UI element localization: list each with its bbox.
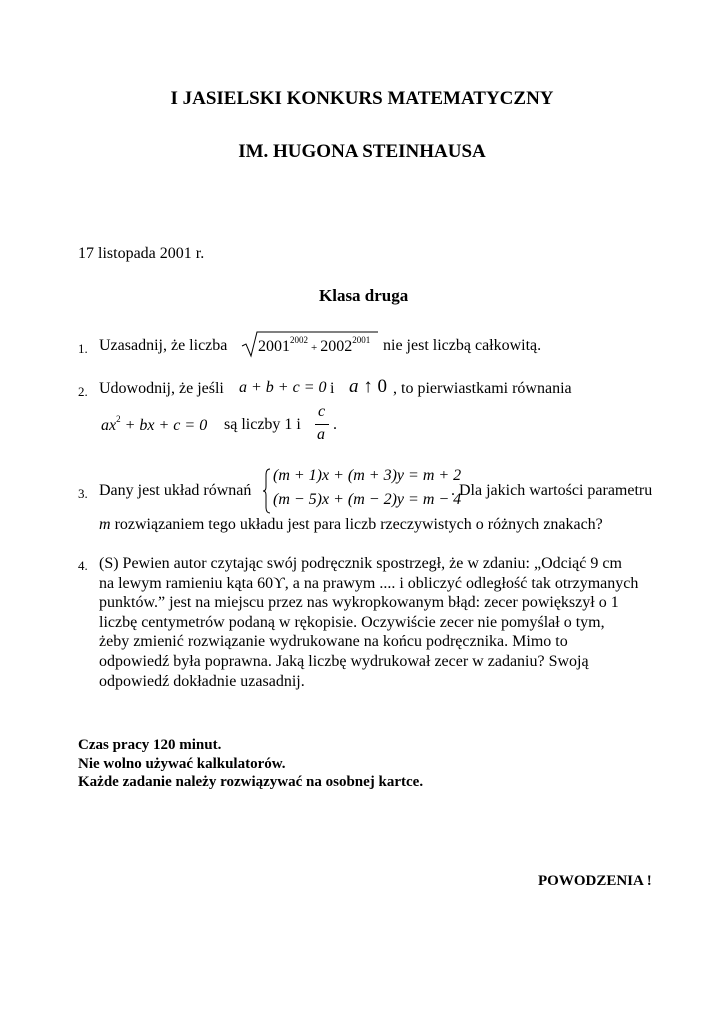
task2-eq-ax: ax: [101, 417, 117, 434]
task4-line: odpowiedź była poprawna. Jaką liczbę wydrukował zecer w zadaniu? Swoją: [99, 652, 589, 670]
task1-expression: [258, 335, 371, 356]
task2-var-a: a: [349, 376, 359, 397]
task3-line2: [99, 516, 603, 534]
task3-text1: Dany jest układ równań: [99, 482, 252, 499]
system-brace: [262, 467, 272, 515]
rule-time: Czas pracy 120 minut.: [78, 737, 222, 753]
task2-number: 2.: [78, 384, 88, 399]
task2-zero: 0: [377, 376, 387, 397]
task2-and: i: [330, 380, 335, 397]
task3-text3: rozwiązaniem tego układu jest para liczb rzeczywistych o różnych znakach?: [114, 516, 603, 533]
task1-plus: +: [311, 342, 318, 354]
title-line-1: I JASIELSKI KONKURS MATEMATYCZNY: [170, 88, 554, 109]
task2-text1: Udowodnij, że jeśli: [99, 380, 224, 397]
rule-separate-sheet: Każde zadanie należy rozwiązywać na osobnej kartce.: [78, 774, 424, 790]
task1-number: 1.: [78, 341, 88, 356]
task2-frac-num: c: [318, 403, 326, 420]
task1-text-before: Uzasadnij, że liczba: [99, 337, 228, 354]
task2-text2: , to pierwiastkami równania: [393, 380, 572, 397]
task2-eq-exp: 2: [116, 414, 121, 424]
task2-eq-rest: + bx + c = 0: [124, 417, 208, 434]
rule-calculators: Nie wolno używać kalkulatorów.: [78, 755, 286, 772]
task2-frac-den: a: [317, 426, 325, 443]
rules-block: [78, 736, 423, 792]
task3-number: 3.: [78, 486, 88, 501]
task1-exp2: 2001: [352, 335, 371, 345]
task1-text-after: nie jest liczbą całkowitą.: [383, 337, 542, 354]
title-line-2: IM. HUGONA STEINHAUSA: [238, 141, 486, 162]
task4-line: (S) Pewien autor czytając swój podręcznik spostrzegł, że w zdaniu: „Odciąć 9 cm: [99, 555, 622, 572]
task3-equation-2: (m − 5)x + (m − 2)y = m − 4: [273, 491, 462, 508]
task2-period: .: [333, 416, 337, 433]
task4-line: na lewym ramieniu kąta 60ϒ, a na prawym .... i obliczyć odległość tak otrzymanych: [99, 574, 639, 592]
task4-body: [99, 554, 638, 691]
task3-equation-1: (m + 1)x + (m + 3)y = m + 2: [273, 467, 462, 484]
fraction-bar: [315, 424, 329, 425]
task4-number: 4.: [78, 558, 88, 573]
closing-text: POWODZENIA !: [538, 873, 652, 889]
task2-equation: [101, 414, 208, 435]
task4-line: punktów.” jest na miejscu przez nas wykropkowanym błąd: zecer powiększył o 1: [99, 594, 619, 612]
task4-line: żeby zmienić rozwiązanie wydrukowane na końcu podręcznika. Mimo to: [99, 633, 568, 651]
task1-base2: 2002: [320, 338, 353, 355]
task2-text3: są liczby 1 i: [224, 416, 301, 433]
task2-condition1: a + b + c = 0: [239, 379, 327, 396]
task3-var-m: m: [99, 516, 111, 533]
neq-symbol: ↑: [363, 376, 373, 397]
class-heading: Klasa druga: [319, 286, 409, 305]
date: 17 listopada 2001 r.: [78, 245, 205, 262]
task2-condition2: [349, 376, 387, 398]
task1-exp1: 2002: [290, 335, 308, 345]
task3-text2: . Dla jakich wartości parametru: [451, 482, 653, 499]
task4-line: liczbę centymetrów podaną w rękopisie. Oczywiście zecer nie pomyślał o tym,: [99, 613, 605, 631]
task4-line: odpowiedź dokładnie uzasadnij.: [99, 672, 305, 690]
task1-base1: 2001: [258, 338, 290, 355]
